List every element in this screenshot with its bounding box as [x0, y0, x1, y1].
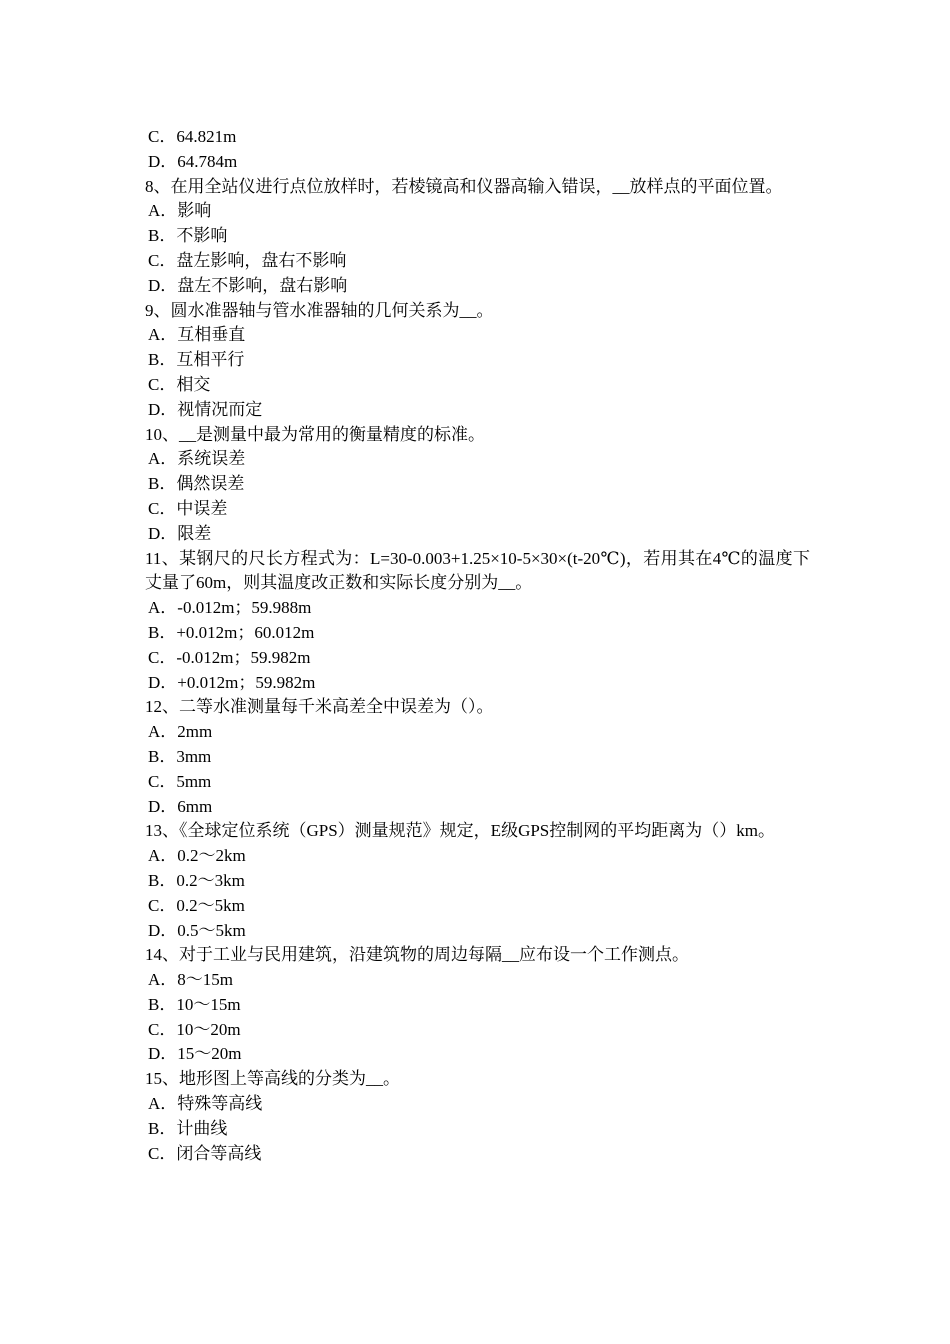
option-text: B．+0.012m；60.012m: [148, 622, 315, 642]
option-text: C．闭合等高线: [148, 1143, 262, 1163]
option-text: D．0.5～5km: [148, 920, 246, 940]
option-text: B．计曲线: [148, 1118, 228, 1138]
question-text: 9、圆水准器轴与管水准器轴的几何关系为__。: [145, 300, 494, 320]
option-text: D．6mm: [148, 796, 213, 816]
option-text: A．互相垂直: [148, 325, 246, 345]
question-text: 14、对于工业与民用建筑，沿建筑物的周边每隔__应布设一个工作测点。: [145, 945, 689, 965]
option-text: D．64.784m: [148, 151, 238, 171]
option-text: B．3mm: [148, 746, 212, 766]
option-text: D．限差: [148, 523, 212, 543]
option-text: C．盘左影响，盘右不影响: [148, 250, 347, 270]
option-text: A．系统误差: [148, 449, 246, 469]
question-text: 13、《全球定位系统（GPS）测量规范》规定，E级GPS控制网的平均距离为（）km。: [145, 821, 775, 841]
option-text: B．不影响: [148, 226, 228, 246]
option-text: C．中误差: [148, 498, 228, 518]
option-text: B．10～15m: [148, 994, 241, 1014]
option-text: D．15～20m: [148, 1044, 242, 1064]
question-text: 15、地形图上等高线的分类为__。: [145, 1069, 400, 1089]
option-text: C．-0.012m；59.982m: [148, 647, 311, 667]
question-text: 12、二等水准测量每千米高差全中误差为（）。: [145, 697, 494, 717]
option-text: A．-0.012m；59.988m: [148, 598, 312, 618]
option-text: A．特殊等高线: [148, 1094, 263, 1114]
option-text: A．0.2～2km: [148, 846, 246, 866]
option-text: B．互相平行: [148, 350, 245, 370]
option-text: C．相交: [148, 374, 211, 394]
option-text: C．10～20m: [148, 1019, 241, 1039]
option-text: A．影响: [148, 201, 212, 221]
question-text: 10、__是测量中最为常用的衡量精度的标准。: [145, 424, 485, 444]
option-text: D．视情况而定: [148, 399, 263, 419]
option-text: B．0.2～3km: [148, 870, 245, 890]
option-text: D．盘左不影响，盘右影响: [148, 275, 348, 295]
option-text: D．+0.012m；59.982m: [148, 672, 316, 692]
option-text: A．2mm: [148, 722, 213, 742]
option-text: C．5mm: [148, 771, 212, 791]
question-text: 11、某钢尺的尺长方程式为：L=30-0.003+1.25×10-5×30×(t-20℃)，若用其在4℃的温度下丈量了60m，则其温度改正数和实际长度分别为__。: [145, 548, 810, 593]
option-text: A．8～15m: [148, 970, 233, 990]
option-text: B．偶然误差: [148, 474, 245, 494]
option-text: C．0.2～5km: [148, 895, 245, 915]
document-page: [145, 125, 810, 1166]
question-text: 8、在用全站仪进行点位放样时，若棱镜高和仪器高输入错误，__放样点的平面位置。: [145, 176, 783, 196]
option-text: C．64.821m: [148, 127, 237, 146]
